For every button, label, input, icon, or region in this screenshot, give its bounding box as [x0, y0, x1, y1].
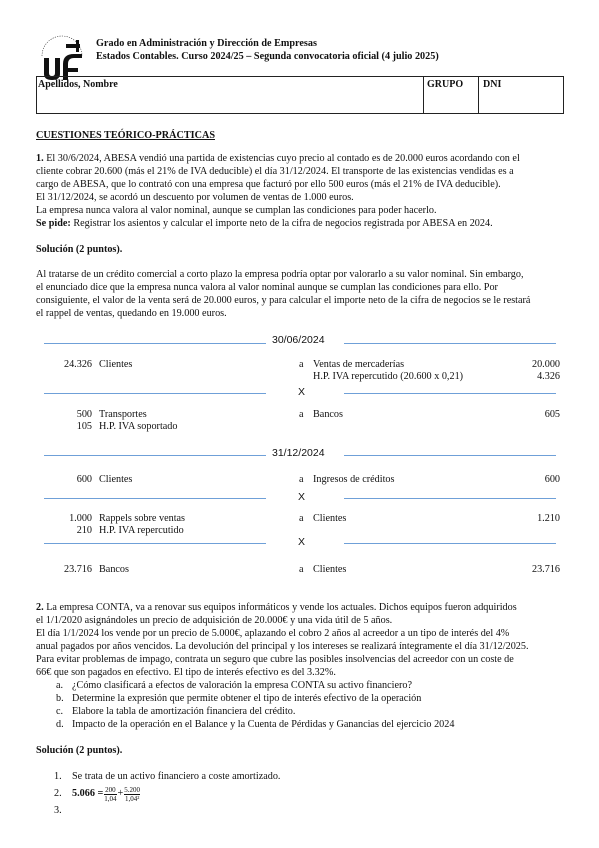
q1-line: La empresa nunca valora al valor nominal, aunque se cumplan las condiciones para poder hacerlo. [36, 205, 437, 217]
section-title: CUESTIONES TEÓRICO-PRÁCTICAS [36, 130, 215, 141]
item-text: Impacto de la operación en el Balance y la Cuenta de Pérdidas y Ganancias del ejercicio 2024 [72, 719, 455, 731]
journal-rule [44, 543, 266, 544]
a-marker: a [299, 359, 304, 370]
journal-separator: X [298, 491, 306, 503]
debit-account: H.P. IVA soportado [99, 421, 178, 432]
answer-text: Se trata de un activo financiero a coste amortizado. [72, 771, 281, 782]
group-label: GRUPO [427, 79, 464, 90]
debit-amount: 23.716 [63, 564, 92, 575]
a-marker: a [299, 409, 304, 420]
formula-fraction [104, 786, 116, 803]
q1-line: El 30/6/2024, ABESA vendió una partida de existencias cuyo precio al contado es de 20.000 euros acordando con el [46, 153, 520, 164]
q2-line: La empresa CONTA, va a renovar sus equipos informáticos y vende los actuales. Dichos equipos fueron adquiridos [46, 602, 517, 613]
credit-account: Clientes [313, 564, 347, 575]
item-text: Determine la expresión que permite obtener el tipo de interés efectivo de la operación [72, 693, 422, 705]
credit-amount: 20.000 [531, 359, 560, 370]
credit-amount: 23.716 [531, 564, 560, 575]
question-1-number: 1. [36, 153, 44, 164]
debit-account: Clientes [99, 474, 133, 485]
q2-line: El día 1/1/2024 los vende por un precio de 5.000€, aplazando el cobro 2 años al acreedor a un tipo de interés del 4% [36, 628, 510, 640]
degree-title: Grado en Administración y Dirección de Empresas [96, 38, 317, 49]
q2-line: 66€ que son pagados en efectivo. El tipo de interés efectivo es del 3.32%. [36, 667, 336, 679]
q2-line: Para evitar problemas de impago, contrata un seguro que cubre las posibles insolvencias del acreedor con un coste de [36, 654, 514, 666]
formula-fraction [124, 786, 140, 803]
solution-line: Al tratarse de un crédito comercial a corto plazo la empresa podría optar por valorarlo a su valor nominal. Sin embargo, [36, 269, 524, 280]
q2-item [56, 692, 564, 705]
debit-amount: 105 [76, 421, 92, 432]
debit-amount: 500 [76, 409, 92, 420]
fraction-numerator: 200 [105, 785, 116, 794]
a-marker: a [299, 564, 304, 575]
ask-label: Se pide: [36, 218, 71, 230]
item-marker: a. [56, 680, 64, 692]
item-text: Elabore la tabla de amortización financiera del crédito. [72, 706, 296, 718]
answer-marker: 2. [54, 788, 62, 800]
q2-line: el 1/1/2020 asignándoles un precio de adquisición de 20.000€ y una vida útil de 5 años. [36, 615, 393, 627]
item-marker: d. [56, 719, 64, 731]
solution-line: el enunciado dice que la empresa nunca valora al valor nominal aunque se cumplan las condiciones para ello. Por [36, 282, 498, 294]
answer-marker: 3. [54, 805, 62, 816]
credit-account: Ventas de mercaderías [313, 359, 405, 370]
solution-2-answers [36, 770, 564, 818]
debit-amount: 24.326 [63, 359, 92, 370]
q2-item [56, 718, 564, 731]
debit-account: Clientes [99, 359, 133, 370]
credit-account: Bancos [313, 409, 343, 420]
credit-account: Ingresos de créditos [313, 474, 395, 485]
q2-line: anual pagados por años vencidos. La devolución del principal y los intereses se realizará íntegramente el día 31/12/2025. [36, 641, 529, 653]
journal-separator: X [298, 536, 306, 548]
a-marker: a [299, 513, 304, 524]
journal-separator: X [298, 386, 306, 398]
solution-line: consiguiente, el valor de la venta será de 20.000 euros, y para calcular el importe neto de la cifra de negocios se le restará [36, 295, 531, 307]
question-2 [36, 601, 564, 731]
solution-1-text [36, 268, 564, 320]
item-marker: c. [56, 706, 64, 718]
a-marker: a [299, 474, 304, 485]
q1-line: El 31/12/2024, se acordó un descuento por volumen de ventas de 1.000 euros. [36, 192, 354, 204]
exam-header [96, 38, 439, 63]
fraction-denominator: 1,04² [124, 794, 140, 803]
credit-amount: 605 [544, 409, 560, 420]
journal-rule [344, 543, 556, 544]
item-text: ¿Cómo clasificará a efectos de valoración la empresa CONTA su activo financiero? [72, 680, 413, 692]
journal-rule [344, 455, 556, 456]
journal-date: 30/06/2024 [272, 334, 325, 346]
formula-plus: + [117, 788, 124, 800]
credit-amount: 4.326 [537, 371, 560, 382]
debit-account: H.P. IVA repercutido [99, 525, 184, 536]
q1-line: cargo de ABESA, que lo contrató con una empresa que facturó por ello 500 euros (más el 21% de IVA deducible). [36, 179, 501, 191]
university-logo [36, 30, 88, 82]
journal-rule [344, 393, 556, 394]
answer-marker: 1. [54, 771, 62, 782]
debit-account: Rappels sobre ventas [99, 513, 186, 524]
journal-rule [44, 498, 266, 499]
journal-rule [44, 343, 266, 344]
question-2-number: 2. [36, 602, 44, 613]
debit-account: Bancos [99, 564, 129, 575]
debit-account: Transportes [99, 409, 147, 420]
name-label: Apellidos, Nombre [38, 79, 118, 90]
exam-subtitle: Estados Contables. Curso 2024/25 – Segunda convocatoria oficial (4 julio 2025) [96, 50, 439, 62]
debit-amount: 600 [76, 474, 92, 485]
dni-label: DNI [483, 79, 502, 90]
credit-amount: 600 [544, 474, 560, 485]
credit-amount: 1.210 [537, 513, 560, 524]
debit-amount: 210 [76, 525, 92, 536]
credit-account: Clientes [313, 513, 347, 524]
q2-item [56, 679, 564, 692]
solution-1-label: Solución (2 puntos). [36, 244, 123, 255]
answer-item [54, 804, 564, 818]
journal-rule [44, 393, 266, 394]
ask-text: Registrar los asientos y calcular el importe neto de la cifra de negocios registrada por ABESA en 2024. [73, 218, 493, 230]
journal-rule [44, 455, 266, 456]
journal-rule [344, 343, 556, 344]
debit-amount: 1.000 [69, 513, 92, 524]
formula-lhs: 5.066 = [72, 788, 104, 800]
fraction-numerator: 5.200 [124, 785, 141, 794]
credit-account: H.P. IVA repercutido (20.600 x 0,21) [313, 371, 464, 382]
fraction-denominator: 1,04 [104, 794, 117, 803]
q2-item [56, 705, 564, 718]
solution-2-label: Solución (2 puntos). [36, 745, 123, 756]
journal-rule [344, 498, 556, 499]
q1-line: cliente cobrar 20.600 (más el 21% de IVA deducible) el día 31/12/2024. El transporte de las existencias vendidas es a [36, 166, 514, 178]
answer-item [54, 770, 564, 784]
solution-line: el rappel de ventas, quedando en 19.000 euros. [36, 308, 227, 320]
item-marker: b. [56, 693, 64, 705]
journal-date: 31/12/2024 [272, 447, 325, 459]
question-1 [36, 152, 564, 230]
answer-item [54, 784, 564, 804]
